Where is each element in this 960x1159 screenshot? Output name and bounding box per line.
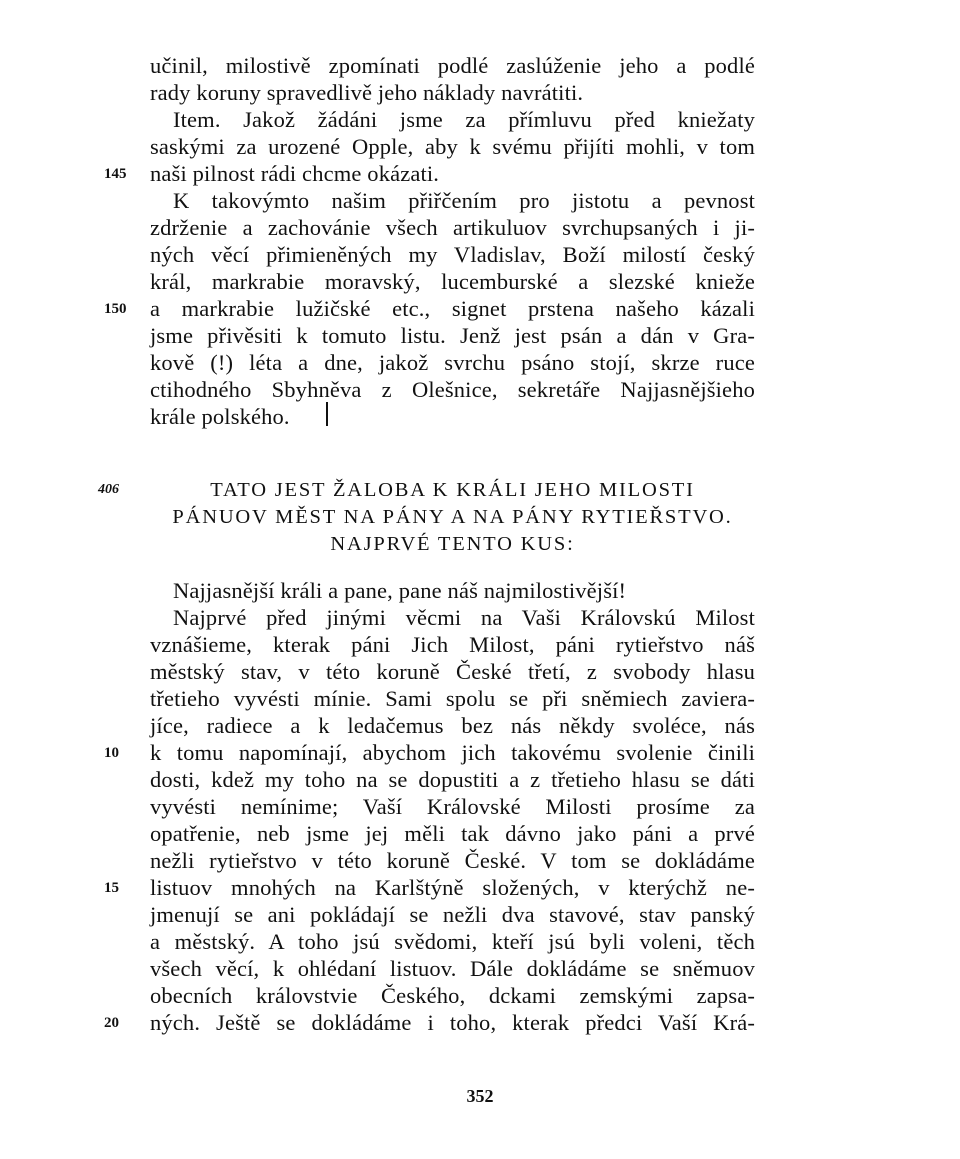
text-line: městský stav, v této koruně České třetí, z svobody hlasu (150, 659, 755, 684)
text-line: ných. Ještě se dokládáme i toho, kterak předci Vaší Krá- (150, 1010, 755, 1035)
text-line: učinil, milostivě zpomínati podlé zaslúženie jeho a podlé (150, 53, 755, 78)
text-line: listuov mnohých na Karlštýně složených, v kterýchž ne- (150, 875, 755, 900)
line-number: 145 (104, 166, 127, 182)
text-line: ných věcí přimieněných my Vladislav, Boží milostí český (150, 242, 755, 267)
line-number: 15 (104, 880, 119, 896)
text-line: všech věcí, k ohlédaní listuov. Dále dokládáme se sněmuov (150, 956, 755, 981)
text-line: jíce, radiece a k ledačemus bez nás někdy svoléce, nás (150, 713, 755, 738)
text-line: Najjasnější králi a pane, pane náš najmilostivější! (173, 578, 627, 603)
text-line: nežli rytieřstvo v této koruně České. V tom se dokládáme (150, 848, 755, 873)
text-line: a markrabie lužičské etc., signet prstena našeho kázali (150, 296, 755, 321)
heading-line: PÁNUOV MĚST NA PÁNY A NA PÁNY RYTIEŘSTVO. (172, 506, 733, 528)
text-line: Najprvé před jinými věcmi na Vaši Královskú Milost (173, 605, 755, 630)
line-number: 20 (104, 1015, 119, 1031)
heading-line: TATO JEST ŽALOBA K KRÁLI JEHO MILOSTI (210, 479, 695, 501)
text-line: dosti, kdež my toho na se dopustiti a z třetieho hlasu se dáti (150, 767, 755, 792)
text-line: kově (!) léta a dne, jakož svrchu psáno stojí, skrze ruce (150, 350, 755, 375)
margin-page-reference: 406 (98, 482, 119, 497)
text-line: ctihodného Sbyhněva z Olešnice, sekretáře Najjasnějšieho (150, 377, 755, 402)
text-line: rady koruny spravedlivě jeho náklady navrátiti. (150, 80, 584, 105)
text-line: jsme přivěsiti k tomuto listu. Jenž jest psán a dán v Gra- (150, 323, 755, 348)
text-line: saskými za urozené Opple, aby k svému přijíti mohli, v tom (150, 134, 755, 159)
text-line: jmenují se ani pokládají se nežli dva stavové, stav panský (150, 902, 755, 927)
text-line: vyvésti nemínime; Vaší Královské Milosti prosíme za (150, 794, 755, 819)
text-line: opatřenie, neb jsme jej měli tak dávno jako páni a prvé (150, 821, 755, 846)
heading-line: NAJPRVÉ TENTO KUS: (330, 533, 575, 555)
text-line: a městský. A toho jsú svědomi, kteří jsú byli voleni, těch (150, 929, 755, 954)
text-line: třetieho vyvésti mínie. Sami spolu se při sněmiech zaviera- (150, 686, 755, 711)
page-break-marker (326, 402, 328, 426)
text-line: krále polského. (150, 404, 290, 429)
text-line: K takovýmto našim přiřčením pro jistotu a pevnost (173, 188, 755, 213)
page-number: 352 (466, 1086, 494, 1106)
text-line: naši pilnost rádi chcme okázati. (150, 161, 440, 186)
text-line: zdrženie a zachovánie všech artikuluov svrchupsaných i ji- (150, 215, 755, 240)
text-line: Item. Jakož žádáni jsme za přímluvu před kniežaty (173, 107, 755, 132)
text-line: obecních královstvie Českého, dckami zemskými zapsa- (150, 983, 755, 1008)
line-number: 10 (104, 745, 119, 761)
line-number: 150 (104, 301, 127, 317)
text-line: král, markrabie moravský, lucemburské a slezské knieže (150, 269, 755, 294)
text-line: k tomu napomínají, abychom jich takovému svolenie činili (150, 740, 755, 765)
text-line: vznášieme, kterak páni Jich Milost, páni rytieřstvo náš (150, 632, 755, 657)
